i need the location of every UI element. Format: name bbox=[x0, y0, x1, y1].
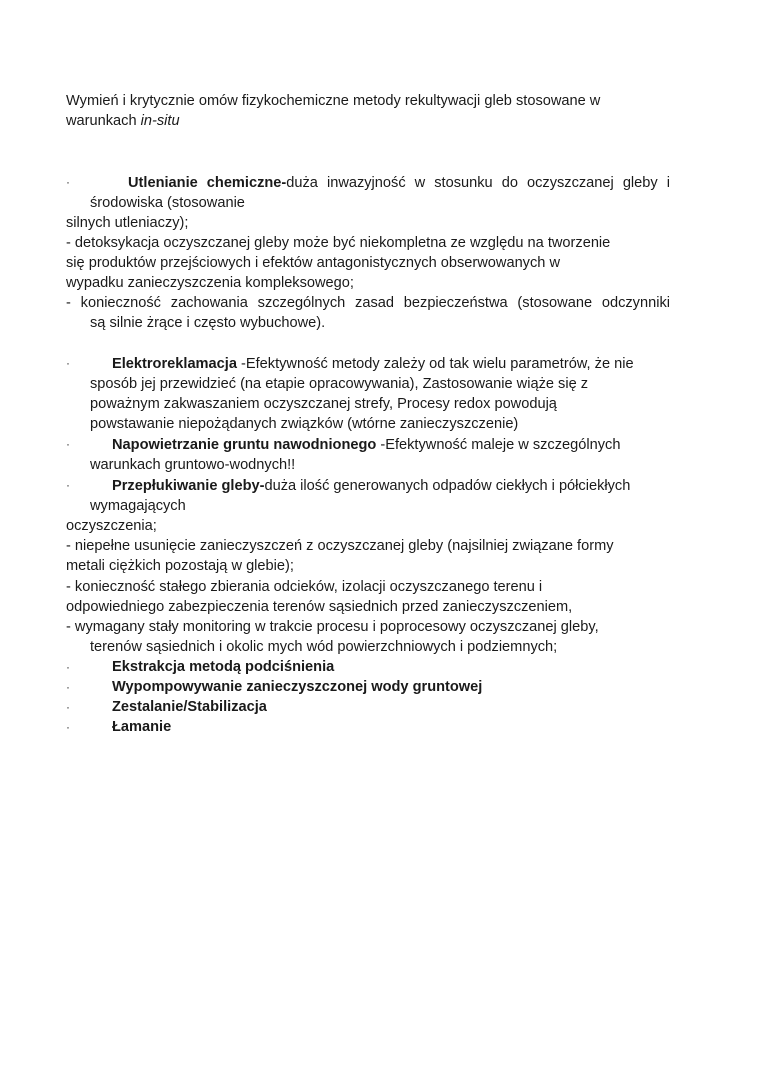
elektroreklamacja-first-line bbox=[112, 354, 634, 374]
bullet-elektroreklamacja: · bbox=[66, 356, 70, 370]
napowietrzanie-line-2: warunkach gruntowo-wodnych!! bbox=[90, 457, 296, 473]
elektroreklamacja-text: -Efektywność metody zależy od tak wielu parametrów, że nie bbox=[236, 356, 634, 372]
utlenianie-line-7: - konieczność zachowania szczególnych zasad bezpieczeństwa (stosowane odczynniki bbox=[66, 295, 670, 311]
bullet-zestalanie: · bbox=[66, 700, 70, 714]
question-italic: in-situ bbox=[140, 113, 180, 129]
utlenianie-line-4: - detoksykacja oczyszczanej gleby może być niekompletna ze względu na tworzenie bbox=[66, 235, 611, 251]
bullet-lamanie: · bbox=[66, 720, 70, 734]
przeplukiwanie-line-5: metali ciężkich pozostają w glebie); bbox=[66, 558, 294, 574]
przeplukiwanie-line-8: - wymagany stały monitoring w trakcie procesu i poprocesowy oczyszczanej gleby, bbox=[66, 619, 599, 635]
bullet-utlenianie: · bbox=[66, 175, 70, 189]
utlenianie-text: duża inwazyjność w stosunku do oczyszczanej gleby i bbox=[286, 175, 670, 191]
utlenianie-line-8: są silnie żrące i często wybuchowe). bbox=[90, 315, 326, 331]
przeplukiwanie-line-2: wymagających bbox=[90, 498, 186, 514]
przeplukiwanie-line-6: - konieczność stałego zbierania odcieków, izolacji oczyszczanego terenu i bbox=[66, 579, 543, 595]
utlenianie-first-line bbox=[128, 173, 670, 193]
utlenianie-line-6: wypadku zanieczyszczenia kompleksowego; bbox=[66, 275, 354, 291]
utlenianie-line-3: silnych utleniaczy); bbox=[66, 215, 189, 231]
przeplukiwanie-line-3: oczyszczenia; bbox=[66, 518, 157, 534]
przeplukiwanie-line-4: - niepełne usunięcie zanieczyszczeń z oczyszczanej gleby (najsilniej związane formy bbox=[66, 538, 614, 554]
utlenianie-line-2: środowiska (stosowanie bbox=[90, 195, 245, 211]
przeplukiwanie-text: duża ilość generowanych odpadów ciekłych i półciekłych bbox=[264, 478, 631, 494]
ekstrakcja-title: Ekstrakcja metodą podciśnienia bbox=[112, 659, 335, 675]
zestalanie-title: Zestalanie/Stabilizacja bbox=[112, 699, 267, 715]
question-line-2 bbox=[66, 111, 180, 131]
elektroreklamacja-line-2: sposób jej przewidzieć (na etapie opracowywania), Zastosowanie wiąże się z bbox=[90, 376, 589, 392]
przeplukiwanie-title: Przepłukiwanie gleby- bbox=[112, 478, 265, 494]
question-line-1: Wymień i krytycznie omów fizykochemiczne metody rekultywacji gleb stosowane w bbox=[66, 93, 601, 109]
przeplukiwanie-line-9: terenów sąsiednich i okolic mych wód powierzchniowych i podziemnych; bbox=[90, 639, 558, 655]
utlenianie-line-5: się produktów przejściowych i efektów antagonistycznych obserwowanych w bbox=[66, 255, 560, 271]
napowietrzanie-title: Napowietrzanie gruntu nawodnionego bbox=[112, 437, 377, 453]
utlenianie-title: Utlenianie chemiczne- bbox=[128, 175, 287, 191]
elektroreklamacja-line-3: poważnym zakwaszaniem oczyszczanej strefy, Procesy redox powodują bbox=[90, 396, 557, 412]
bullet-napowietrzanie: · bbox=[66, 437, 70, 451]
wypompowywanie-title: Wypompowywanie zanieczyszczonej wody gruntowej bbox=[112, 679, 483, 695]
lamanie-title: Łamanie bbox=[112, 719, 172, 735]
bullet-przeplukiwanie: · bbox=[66, 478, 70, 492]
elektroreklamacja-title: Elektroreklamacja bbox=[112, 356, 237, 372]
question-prefix: warunkach bbox=[66, 113, 141, 129]
napowietrzanie-first-line bbox=[112, 435, 620, 455]
przeplukiwanie-first-line bbox=[112, 476, 630, 496]
bullet-ekstrakcja: · bbox=[66, 660, 70, 674]
elektroreklamacja-line-4: powstawanie niepożądanych związków (wtórne zanieczyszczenie) bbox=[90, 416, 519, 432]
przeplukiwanie-line-7: odpowiedniego zabezpieczenia terenów sąsiednich przed zanieczyszczeniem, bbox=[66, 599, 573, 615]
napowietrzanie-text: -Efektywność maleje w szczególnych bbox=[376, 437, 621, 453]
bullet-wypompowywanie: · bbox=[66, 680, 70, 694]
